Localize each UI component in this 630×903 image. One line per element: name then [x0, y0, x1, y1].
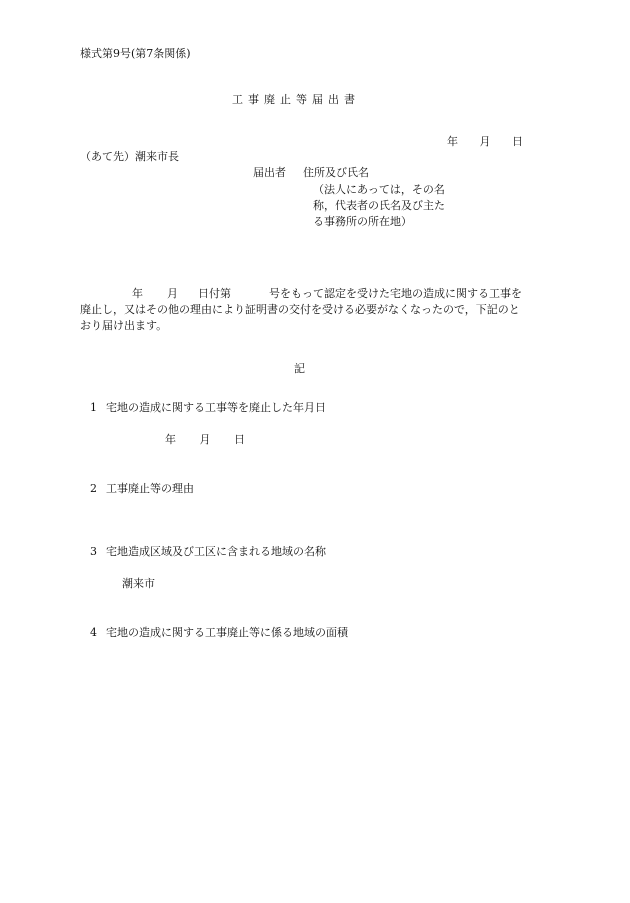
date-year: 年 — [447, 135, 458, 148]
submission-date — [447, 135, 541, 149]
body-month: 月 — [167, 287, 178, 300]
item-3 — [90, 545, 326, 559]
body-date-ref: 日付第 — [198, 287, 231, 300]
item-label: 宅地造成区域及び工区に含まれる地域の名称 — [106, 545, 326, 558]
body-text: 号をもって認定を受けた宅地の造成に関する工事を廃止し，又はその他の理由により証明書の交付を受ける必要がなくなったので，下記のとおり届け出ます。 — [80, 287, 522, 332]
address-label: 住所及び氏名 — [303, 166, 369, 179]
item-1 — [90, 401, 326, 415]
addressee: （あて先）潮来市長 — [80, 150, 179, 163]
date-month: 月 — [479, 135, 491, 148]
item-1-day: 日 — [234, 433, 245, 446]
body-paragraph — [80, 286, 526, 334]
item-4 — [90, 626, 348, 640]
body-year: 年 — [132, 287, 143, 300]
item-2 — [90, 482, 194, 496]
item-number: 3 — [90, 545, 97, 558]
document-title: 工事廃止等届出書 — [232, 93, 360, 106]
ki-heading: 記 — [294, 362, 305, 375]
item-number: 4 — [90, 626, 97, 639]
item-number: 2 — [90, 482, 97, 495]
item-1-date — [165, 433, 265, 447]
date-day: 日 — [512, 135, 523, 148]
address-note: （法人にあっては，その名称，代表者の氏名及び主たる事務所の所在地） — [313, 183, 445, 228]
item-1-month: 月 — [199, 433, 211, 446]
item-3-value: 潮来市 — [122, 577, 155, 590]
item-1-year: 年 — [165, 433, 176, 446]
item-label: 宅地の造成に関する工事廃止等に係る地域の面積 — [106, 626, 348, 639]
item-label: 工事廃止等の理由 — [106, 482, 194, 495]
item-number: 1 — [90, 401, 97, 414]
item-label: 宅地の造成に関する工事等を廃止した年月日 — [106, 401, 326, 414]
notifier-label: 届出者 — [253, 166, 286, 179]
form-number: 様式第9号(第7条関係) — [80, 47, 191, 60]
